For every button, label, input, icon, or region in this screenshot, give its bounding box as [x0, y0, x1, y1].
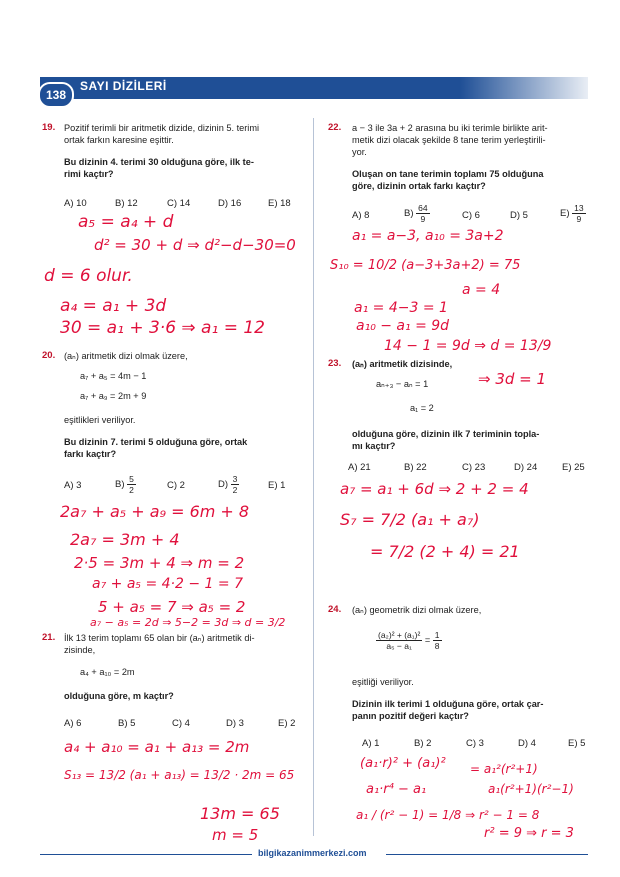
question-24-text: (aₙ) geometrik dizi olmak üzere, [352, 605, 482, 615]
q19-option-c[interactable]: C) 14 [167, 198, 191, 209]
question-20-equation-2: a₇ + a₉ = 2m + 9 [80, 391, 147, 401]
q19-option-d[interactable]: D) 16 [218, 198, 242, 209]
section-title: SAYI DİZİLERİ [80, 79, 167, 93]
q22-work-line-2: S₁₀ = 10/2 (a−3+3a+2) = 75 [330, 258, 521, 273]
q23-option-b[interactable]: B) 22 [404, 462, 427, 473]
footer-website[interactable]: bilgikazanimmerkezi.com [258, 848, 367, 858]
page-number: 138 [38, 82, 74, 108]
q23-work-line-1: ⇒ 3d = 1 [478, 370, 547, 388]
q21-work-line-2: S₁₃ = 13/2 (a₁ + a₁₃) = 13/2 · 2m = 65 [64, 768, 295, 782]
q21-work-line-3: 13m = 65 [200, 804, 280, 823]
q24-option-c[interactable]: C) 3 [466, 738, 484, 749]
question-19-ask: Bu dizinin 4. terimi 30 olduğuna göre, ilk te- rimi kaçtır? [64, 157, 254, 179]
question-23-number: 23. [328, 358, 342, 369]
q20-work-line-3: 2·5 = 3m + 4 ⇒ m = 2 [74, 554, 245, 572]
q24-work-line-1: (a₁·r)² + (a₁)² [360, 756, 446, 771]
q22-option-b[interactable]: B) $\frac{64}{9}$ [404, 203, 428, 224]
question-22-number: 22. [328, 122, 342, 133]
q24-work-line-6: r² = 9 ⇒ r = 3 [484, 826, 574, 841]
question-21-text: İlk 13 terim toplamı 65 olan bir (aₙ) aritmetik di- zisinde, [64, 633, 255, 655]
q21-work-line-1: a₄ + a₁₀ = a₁ + a₁₃ = 2m [64, 738, 250, 756]
question-20-number: 20. [42, 350, 56, 361]
question-24-given: eşitliği veriliyor. [352, 677, 414, 687]
q22-work-line-6: 14 − 1 = 9d ⇒ d = 13/9 [384, 338, 552, 354]
q24-work-line-5: a₁ / (r² − 1) = 1/8 ⇒ r² − 1 = 8 [356, 808, 540, 822]
q22-work-line-4: a₁ = 4−3 = 1 [354, 300, 448, 316]
q19-option-e[interactable]: E) 18 [268, 198, 291, 209]
question-23-ask: olduğuna göre, dizinin ilk 7 teriminin topla- mı kaçtır? [352, 429, 540, 451]
question-23-text: (aₙ) aritmetik dizisinde, [352, 359, 453, 369]
q24-work-line-3: = a₁²(r²+1) [470, 762, 538, 776]
footer-rule-right [386, 854, 588, 855]
q20-option-b[interactable]: B) $\frac{5}{2}$ [115, 474, 134, 495]
question-22-ask: Oluşan on tane terimin toplamı 75 olduğuna göre, dizinin ortak farkı kaçtır? [352, 169, 544, 191]
question-24-number: 24. [328, 604, 342, 615]
question-19-number: 19. [42, 122, 56, 133]
q19-option-a[interactable]: A) 10 [64, 198, 87, 209]
q20-work-line-1: 2a₇ + a₅ + a₉ = 6m + 8 [60, 502, 250, 521]
question-23-equation-1: aₙ₊₃ − aₙ = 1 [376, 379, 429, 389]
q23-option-c[interactable]: C) 23 [462, 462, 486, 473]
q20-option-a[interactable]: A) 3 [64, 480, 82, 491]
question-19-text: Pozitif terimli bir aritmetik dizide, dizinin 5. terimi ortak farkın karesine eşittir. [64, 123, 260, 145]
q21-option-c[interactable]: C) 4 [172, 718, 190, 729]
question-20-ask: Bu dizinin 7. terimi 5 olduğuna göre, ortak farkı kaçtır? [64, 437, 248, 459]
q23-option-d[interactable]: D) 24 [514, 462, 538, 473]
q23-option-a[interactable]: A) 21 [348, 462, 371, 473]
q22-option-e[interactable]: E) $\frac{13}{9}$ [560, 203, 584, 224]
q21-option-a[interactable]: A) 6 [64, 718, 82, 729]
question-21-equation: a₄ + a₁₀ = 2m [80, 667, 135, 677]
q21-work-line-4: m = 5 [212, 826, 259, 844]
q20-option-c[interactable]: C) 2 [167, 480, 185, 491]
question-21-ask: olduğuna göre, m kaçtır? [64, 691, 174, 701]
q20-work-line-4: a₇ + a₅ = 4·2 − 1 = 7 [92, 576, 243, 592]
q19-work-line-2: d² = 30 + d ⇒ d²−d−30=0 [94, 236, 296, 254]
q22-work-line-3: a = 4 [462, 282, 501, 298]
question-22-text: a − 3 ile 3a + 2 arasına bu iki terimle birlikte arit- metik dizi olacak şekilde 8 tane terim yerleştirili- yor. [352, 123, 548, 157]
question-20-given: eşitlikleri veriliyor. [64, 415, 136, 425]
q22-option-a[interactable]: A) 8 [352, 210, 370, 221]
q22-option-c[interactable]: C) 6 [462, 210, 480, 221]
q23-option-e[interactable]: E) 25 [562, 462, 585, 473]
footer-rule-left [40, 854, 252, 855]
column-divider [313, 118, 314, 836]
question-24-ask: Dizinin ilk terimi 1 olduğuna göre, ortak çar- panın pozitif değeri kaçtır? [352, 699, 544, 721]
q20-option-d[interactable]: D) $\frac{3}{2}$ [218, 474, 238, 495]
q19-work-line-5: 30 = a₁ + 3·6 ⇒ a₁ = 12 [60, 318, 265, 338]
q20-work-line-2: 2a₇ = 3m + 4 [70, 530, 180, 549]
q19-work-line-3: d = 6 olur. [44, 266, 133, 286]
q24-option-a[interactable]: A) 1 [362, 738, 380, 749]
q19-work-line-1: a₅ = a₄ + d [78, 212, 174, 232]
q21-option-e[interactable]: E) 2 [278, 718, 296, 729]
question-23-equation-2: a₁ = 2 [410, 403, 434, 413]
q24-work-line-2: a₁·r⁴ − a₁ [366, 782, 427, 797]
question-20-equation-1: a₇ + a₅ = 4m − 1 [80, 371, 147, 381]
q24-option-e[interactable]: E) 5 [568, 738, 586, 749]
q24-option-b[interactable]: B) 2 [414, 738, 432, 749]
q23-work-line-4: = 7/2 (2 + 4) = 21 [370, 542, 520, 561]
q22-work-line-5: a₁₀ − a₁ = 9d [356, 318, 450, 334]
q23-work-line-2: a₇ = a₁ + 6d ⇒ 2 + 2 = 4 [340, 480, 529, 498]
q23-work-line-3: S₇ = 7/2 (a₁ + a₇) [340, 510, 480, 529]
question-20-text: (aₙ) aritmetik dizi olmak üzere, [64, 351, 188, 361]
q22-option-d[interactable]: D) 5 [510, 210, 528, 221]
q22-work-line-1: a₁ = a−3, a₁₀ = 3a+2 [352, 228, 504, 244]
q24-option-d[interactable]: D) 4 [518, 738, 536, 749]
q24-work-line-4: a₁(r²+1)(r²−1) [488, 782, 574, 796]
q20-work-line-6: a₇ − a₅ = 2d ⇒ 5−2 = 3d ⇒ d = 3/2 [90, 616, 286, 629]
header-band-fade [460, 77, 588, 99]
q20-work-line-5: 5 + a₅ = 7 ⇒ a₅ = 2 [98, 598, 246, 616]
q21-option-b[interactable]: B) 5 [118, 718, 136, 729]
question-21-number: 21. [42, 632, 56, 643]
q21-option-d[interactable]: D) 3 [226, 718, 244, 729]
q19-work-line-4: a₄ = a₁ + 3d [60, 296, 167, 316]
q19-option-b[interactable]: B) 12 [115, 198, 138, 209]
question-24-equation: $\frac{\text{(a₂)² + (a₁)²}}{\text{a₅ − a₁}}$ = $\frac{1}{8}$ [378, 630, 440, 651]
q20-option-e[interactable]: E) 1 [268, 480, 286, 491]
